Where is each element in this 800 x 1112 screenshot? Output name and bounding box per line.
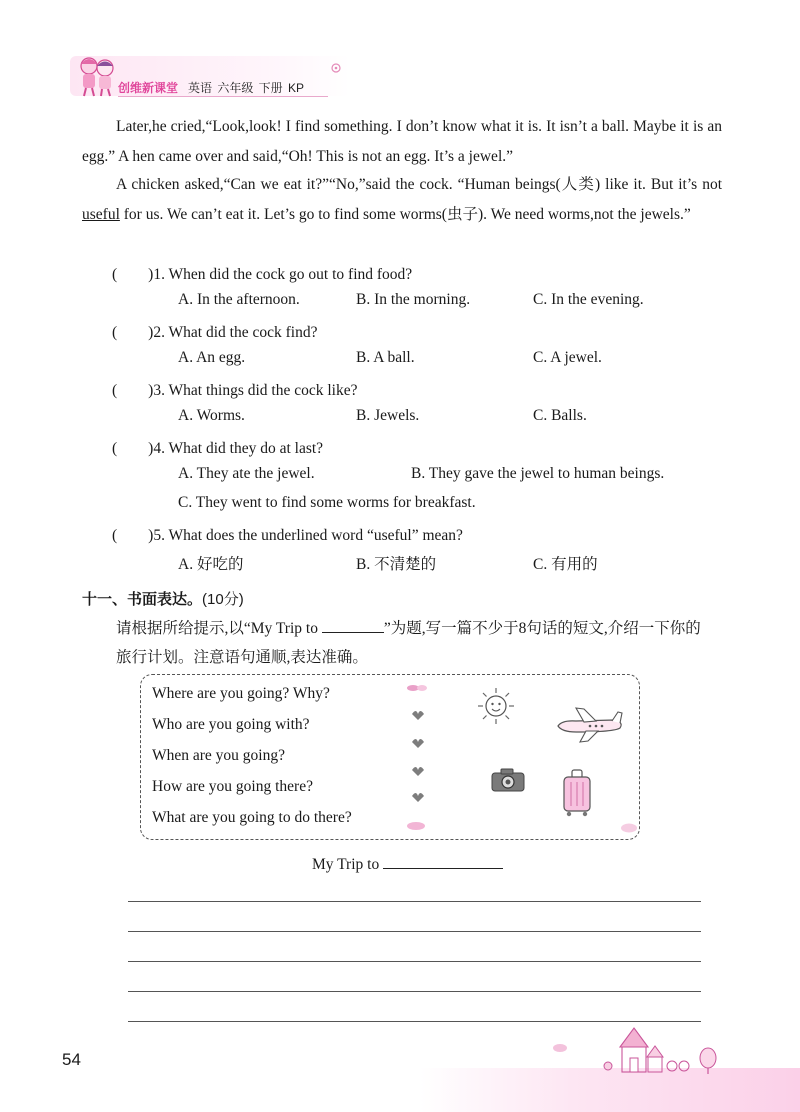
question-3: ( )3. What things did the cock like? bbox=[112, 382, 358, 399]
kids-logo-icon bbox=[74, 52, 120, 98]
hint-3: When are you going? bbox=[152, 747, 285, 764]
writing-line-3[interactable] bbox=[128, 961, 701, 962]
hint-2: Who are you going with? bbox=[152, 716, 310, 733]
leaf-decoration-icon bbox=[404, 678, 430, 838]
hint-1: Where are you going? Why? bbox=[152, 685, 330, 702]
option-5a: A. 好吃的 bbox=[178, 556, 244, 573]
option-2a: A. An egg. bbox=[178, 349, 246, 366]
page-number: 54 bbox=[62, 1050, 81, 1069]
writing-line-4[interactable] bbox=[128, 991, 701, 992]
passage-text: A chicken asked,“Can we eat it?”“No,”said the cock. “Human beings(人类) like it. But it’s not bbox=[116, 176, 722, 193]
header-divider bbox=[118, 96, 328, 97]
section-11-title bbox=[82, 588, 244, 609]
option-2b: B. A ball. bbox=[356, 349, 415, 366]
title-blank bbox=[322, 618, 384, 633]
essay-title bbox=[312, 854, 503, 874]
passage-paragraph-2 bbox=[82, 170, 722, 229]
airplane-icon bbox=[554, 704, 626, 746]
option-5b: B. 不清楚的 bbox=[356, 556, 437, 573]
flower-icon bbox=[330, 62, 342, 74]
suitcase-icon bbox=[560, 768, 594, 818]
question-1: ( )1. When did the cock go out to find food? bbox=[112, 266, 413, 283]
header-book-info: 英语 六年级 下册 KP bbox=[188, 81, 305, 95]
hint-4: How are you going there? bbox=[152, 778, 313, 795]
option-4c: C. They went to find some worms for breakfast. bbox=[178, 494, 476, 511]
sun-icon bbox=[476, 686, 516, 726]
writing-line-2[interactable] bbox=[128, 931, 701, 932]
option-3c: C. Balls. bbox=[533, 407, 587, 424]
cloud-icon bbox=[620, 820, 638, 834]
writing-line-1[interactable] bbox=[128, 901, 701, 902]
passage-paragraph-1: Later,he cried,“Look,look! I find something. I don’t know what it is. It isn’t a ball. Maybe it is an egg.” A hen came over and said,“Oh! This is not an egg. It’s a jewel.” bbox=[82, 118, 722, 165]
instruction-text: ”为题,写一篇不少于8句话的短文,介绍一下你的旅行计划。注意语句通顺,表达准确。 bbox=[116, 620, 701, 666]
option-1c: C. In the evening. bbox=[533, 291, 644, 308]
option-4b: B. They gave the jewel to human beings. bbox=[411, 465, 665, 482]
essay-title-text: My Trip to bbox=[312, 856, 384, 873]
footer-band bbox=[420, 1068, 800, 1112]
camera-icon bbox=[490, 766, 526, 794]
section-title-text: 十一、书面表达。 bbox=[82, 591, 203, 608]
question-4: ( )4. What did they do at last? bbox=[112, 440, 324, 457]
option-3b: B. Jewels. bbox=[356, 407, 420, 424]
castle-decoration-icon bbox=[548, 1022, 728, 1074]
header-brand: 创维新课堂 bbox=[118, 81, 179, 95]
option-1a: A. In the afternoon. bbox=[178, 291, 300, 308]
question-5: ( )5. What does the underlined word “useful” mean? bbox=[112, 527, 463, 544]
essay-title-blank[interactable] bbox=[383, 854, 503, 869]
option-1b: B. In the morning. bbox=[356, 291, 471, 308]
section-score: (10分) bbox=[202, 591, 244, 608]
passage-text: for us. We can’t eat it. Let’s go to find some worms(虫子). We need worms,not the jewels.” bbox=[119, 205, 691, 223]
section-11-instructions bbox=[116, 614, 706, 672]
option-3a: A. Worms. bbox=[178, 407, 245, 424]
option-4a: A. They ate the jewel. bbox=[178, 465, 315, 482]
instruction-text: 请根据所给提示,以“My Trip to bbox=[116, 620, 322, 637]
option-2c: C. A jewel. bbox=[533, 349, 602, 366]
hint-5: What are you going to do there? bbox=[152, 809, 352, 826]
underlined-word: useful bbox=[82, 205, 120, 223]
question-2: ( )2. What did the cock find? bbox=[112, 324, 318, 341]
option-5c: C. 有用的 bbox=[533, 556, 598, 573]
